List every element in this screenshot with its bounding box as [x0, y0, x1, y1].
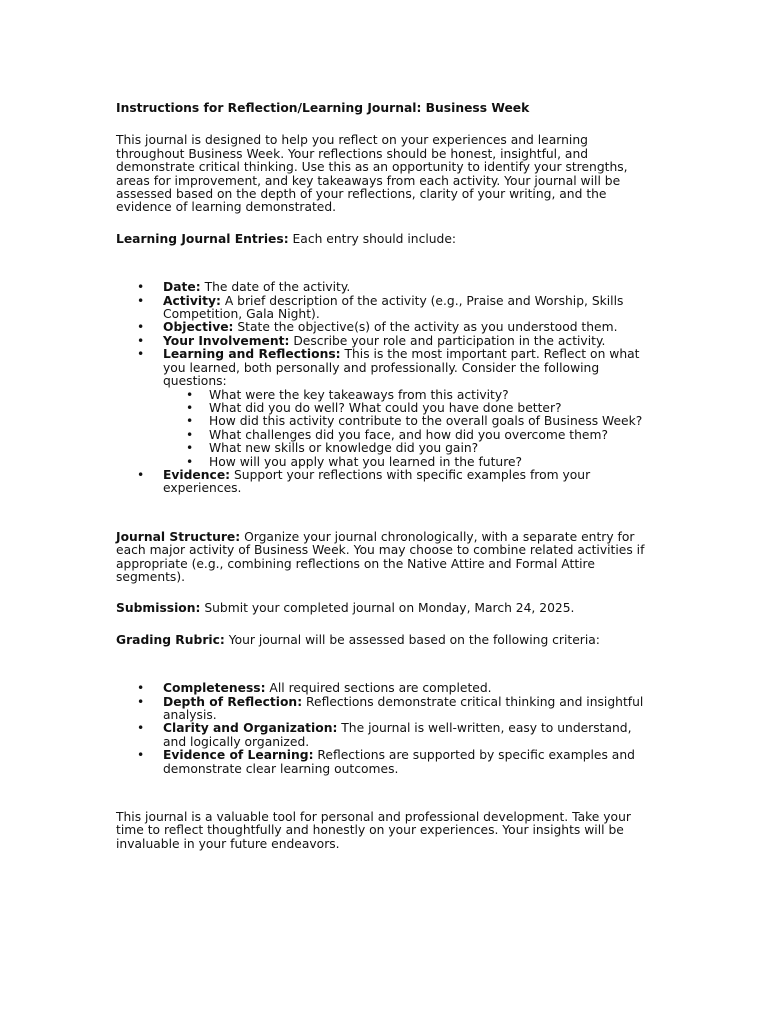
entries-heading [116, 233, 656, 246]
bullet-icon: • [186, 400, 194, 415]
list-item [116, 335, 656, 348]
item-text: Describe your role and participation in the activity. [289, 333, 606, 348]
bullet-icon: • [137, 280, 145, 295]
item-text: State the objective(s) of the activity as you understood them. [233, 320, 618, 335]
list-item [116, 295, 656, 322]
item-text: The date of the activity. [200, 280, 351, 295]
list-item [116, 682, 656, 695]
bullet-icon: • [137, 748, 145, 763]
item-text: Reflections are supported by specific examples and demonstrate clear learning outcomes. [163, 748, 635, 776]
list-item [116, 749, 656, 776]
item-label: Clarity and Organization: [163, 721, 338, 736]
closing-paragraph: This journal is a valuable tool for personal and professional development. Take your time to reflect thoughtfully and honestly on your experiences. Your insights will be invaluable in your future endeavors. [116, 810, 631, 851]
list-item [116, 722, 656, 749]
rubric-heading-text: Your journal will be assessed based on the following criteria: [224, 632, 600, 647]
item-label: Learning and Reflections: [163, 347, 341, 362]
question-text: What new skills or knowledge did you gain? [209, 441, 479, 456]
question-item [163, 456, 656, 469]
question-text: What were the key takeaways from this activity? [209, 387, 509, 402]
bullet-icon: • [137, 467, 145, 482]
item-text: The journal is well-written, easy to understand, and logically organized. [163, 721, 632, 749]
bullet-icon: • [137, 320, 145, 335]
item-text: Reflections demonstrate critical thinking and insightful analysis. [163, 694, 644, 722]
question-item [163, 415, 656, 428]
entries-heading-label: Learning Journal Entries: [116, 231, 289, 246]
rubric-list [116, 682, 656, 776]
bullet-icon: • [137, 721, 145, 736]
question-item [163, 402, 656, 415]
bullet-icon: • [137, 347, 145, 362]
bullet-icon: • [137, 293, 145, 308]
bullet-icon: • [186, 454, 194, 469]
question-text: What challenges did you face, and how did you overcome them? [209, 427, 608, 442]
structure-label: Journal Structure: [116, 529, 241, 544]
bullet-icon: • [186, 414, 194, 429]
item-text: Support your reflections with specific examples from your experiences. [163, 467, 591, 496]
structure-paragraph [116, 531, 656, 585]
bullet-icon: • [186, 427, 194, 442]
item-label: Date: [163, 280, 201, 295]
item-label: Your Involvement: [163, 333, 290, 348]
entries-list [116, 281, 656, 496]
bullet-icon: • [186, 441, 194, 456]
rubric-heading [116, 634, 656, 647]
list-item [116, 321, 656, 334]
item-label: Evidence of Learning: [163, 748, 314, 763]
item-text: All required sections are completed. [265, 681, 492, 696]
questions-list [163, 389, 656, 469]
submission-paragraph [116, 602, 656, 615]
item-label: Evidence: [163, 467, 231, 482]
list-item [116, 281, 656, 294]
bullet-icon: • [186, 387, 194, 402]
submission-label: Submission: [116, 601, 201, 616]
question-item [163, 389, 656, 402]
item-text: A brief description of the activity (e.g., Praise and Worship, Skills Competition, Gala Night). [163, 293, 624, 322]
question-text: How did this activity contribute to the overall goals of Business Week? [209, 414, 643, 429]
submission-text: Submit your completed journal on Monday, March 24, 2025. [200, 601, 575, 616]
question-item [163, 442, 656, 455]
document-page [116, 102, 656, 851]
list-item [116, 696, 656, 723]
list-item [116, 348, 656, 469]
item-label: Depth of Reflection: [163, 694, 303, 709]
structure-text: Organize your journal chronologically, with a separate entry for each major activity of Business Week. You may choose to combine related activities if appropriate (e.g., combining reflections on the Native Attire and Formal Attire segments). [116, 529, 645, 584]
item-label: Activity: [163, 293, 221, 308]
bullet-icon: • [137, 681, 145, 696]
item-label: Completeness: [163, 681, 266, 696]
document-title: Instructions for Reflection/Learning Journal: Business Week [116, 101, 530, 115]
question-text: How will you apply what you learned in the future? [209, 454, 523, 469]
bullet-icon: • [137, 333, 145, 348]
list-item [116, 469, 656, 496]
question-item [163, 429, 656, 442]
question-text: What did you do well? What could you have done better? [209, 400, 562, 415]
rubric-heading-label: Grading Rubric: [116, 632, 225, 647]
bullet-icon: • [137, 694, 145, 709]
item-label: Objective: [163, 320, 234, 335]
entries-heading-text: Each entry should include: [288, 231, 457, 246]
item-text: This is the most important part. Reflect on what you learned, both personally and professionally. Consider the following questions: [163, 347, 640, 389]
intro-paragraph: This journal is designed to help you reflect on your experiences and learning throughout Business Week. Your reflections should be honest, insightful, and demonstrate critical thinking. Use this as an opportunity to identify your strengths, areas for improvement, and key takeaways from each activity. Your journal will be assessed based on the depth of your reflections, clarity of your writing, and the evidence of learning demonstrated. [116, 133, 628, 215]
